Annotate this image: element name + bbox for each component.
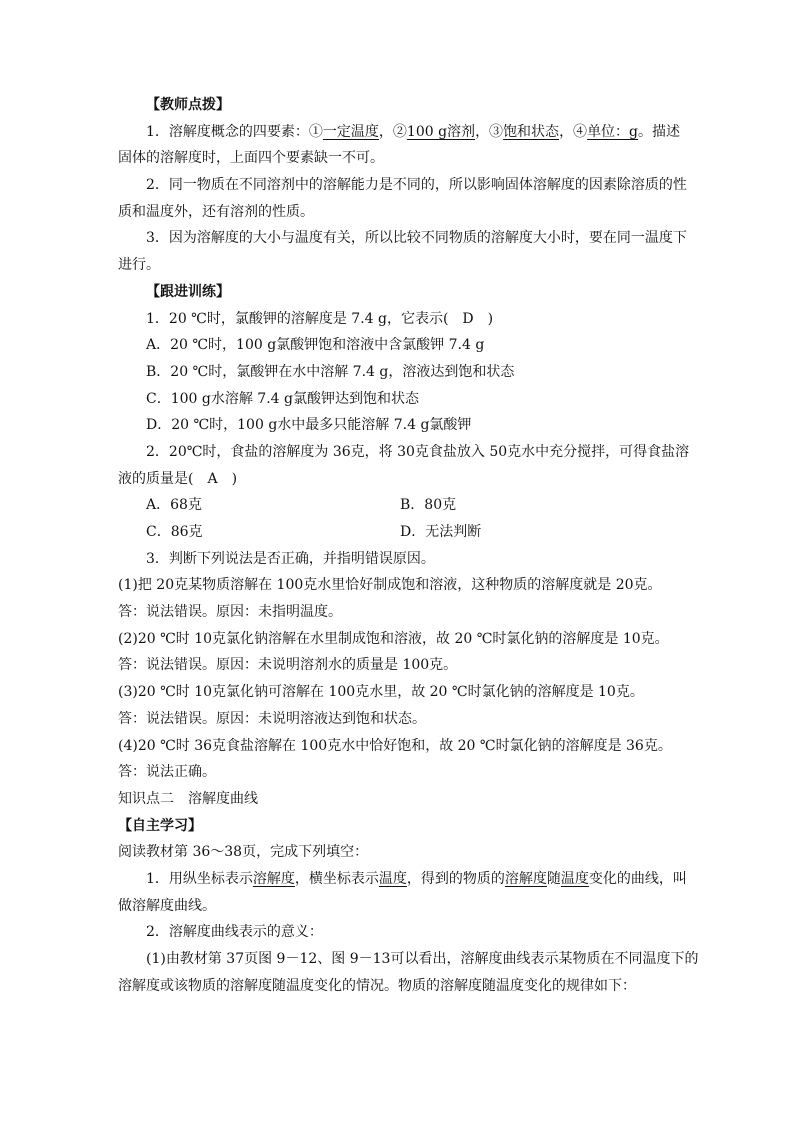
kp2-point-1-line-1 bbox=[118, 866, 687, 893]
practice-heading: 【跟进训练】 bbox=[146, 283, 230, 300]
tip-3-line-1: 3．因为溶解度的大小与温度有关，所以比较不同物质的溶解度大小时，要在同一温度下 bbox=[146, 230, 687, 247]
reading-instruction: 阅读教材第 36～38页，完成下列填空： bbox=[118, 844, 369, 861]
blank-answer: 溶解度 bbox=[504, 870, 547, 887]
q1-stem: 1．20 ℃时，氯酸钾的溶解度是 7.4 g，它表示( D ) bbox=[146, 310, 494, 327]
section-title: 知识点二 溶解度曲线 bbox=[118, 790, 258, 807]
q3-stem: 3．判断下列说法是否正确，并指明错误原因。 bbox=[146, 550, 435, 567]
text: 1．溶解度概念的四要素：① bbox=[146, 123, 323, 140]
blank-answer: 一定温度 bbox=[322, 123, 379, 140]
q1-option-a: A．20 ℃时，100 g氯酸钾饱和溶液中含氯酸钾 7.4 g bbox=[146, 337, 485, 354]
text: ，② bbox=[378, 123, 407, 140]
text: 随 bbox=[546, 870, 561, 887]
teacher-tips-heading: 【教师点拨】 bbox=[146, 97, 230, 113]
q2-stem-line-2: 液的质量是( A ) bbox=[118, 470, 238, 487]
q2-options-row-2 bbox=[118, 519, 678, 546]
blank-answer: 饱和状态 bbox=[503, 123, 560, 140]
text: ，③ bbox=[475, 123, 504, 140]
kp2-point-3-line-2: 溶解度或该物质的溶解度随温度变化的情况。物质的溶解度随温度变化的规律如下： bbox=[118, 977, 636, 994]
text: ，得到的物质的 bbox=[406, 870, 505, 887]
q3-statement-2: (2)20 ℃时 10克氯化钠溶解在水里制成饱和溶液，故 20 ℃时氯化钠的溶解度是 10克。 bbox=[118, 630, 669, 647]
q1-option-c: C．100 g水溶解 7.4 g氯酸钾达到饱和状态 bbox=[146, 390, 419, 407]
kp2-point-2: 2．溶解度曲线表示的意义： bbox=[146, 924, 323, 941]
kp2-point-1-line-2: 做溶解度曲线。 bbox=[118, 897, 216, 914]
blank-answer: 温度 bbox=[560, 870, 589, 887]
q2-option-c: C．86克 bbox=[146, 524, 203, 540]
text: 1．用纵坐标表示 bbox=[146, 870, 253, 887]
q2-option-d: D．无法判断 bbox=[400, 524, 482, 540]
q3-answer-4: 答：说法正确。 bbox=[118, 764, 216, 781]
q2-options-row-1 bbox=[118, 492, 678, 519]
page-content bbox=[118, 92, 699, 999]
q1-option-d: D．20 ℃时，100 g水中最多只能溶解 7.4 g氯酸钾 bbox=[146, 417, 472, 434]
q3-answer-3: 答：说法错误。原因：未说明溶液达到饱和状态。 bbox=[118, 710, 426, 727]
text: 变化的曲线，叫 bbox=[588, 870, 687, 887]
tip-2-line-1: 2．同一物质在不同溶剂中的溶解能力是不同的，所以影响固体溶解度的因素除溶质的性 bbox=[146, 177, 687, 194]
text: 。描述 bbox=[638, 123, 681, 140]
text: ，横坐标表示 bbox=[294, 870, 379, 887]
q3-statement-1: (1)把 20克某物质溶解在 100克水里恰好制成饱和溶液，这种物质的溶解度就是 20克。 bbox=[118, 577, 662, 594]
kp2-point-3-line-1: (1)由教材第 37页图 9－12、图 9－13可以看出，溶解度曲线表示某物质在不同温度下的 bbox=[146, 951, 699, 967]
self-study-heading: 【自主学习】 bbox=[118, 817, 202, 834]
q1-option-b: B．20 ℃时，氯酸钾在水中溶解 7.4 g，溶液达到饱和状态 bbox=[146, 363, 515, 380]
q3-answer-1: 答：说法错误。原因：未指明温度。 bbox=[118, 604, 342, 621]
tip-1-line-1 bbox=[118, 119, 681, 146]
tip-1-line-2: 固体的溶解度时，上面四个要素缺一不可。 bbox=[118, 150, 384, 167]
blank-answer: 100 g溶剂 bbox=[406, 123, 476, 140]
q2-stem-line-1: 2．20℃时，食盐的溶解度为 36克，将 30克食盐放入 50克水中充分搅拌，可得食盐溶 bbox=[146, 443, 690, 460]
blank-answer: 温度 bbox=[378, 870, 407, 887]
blank-answer: 单位：g bbox=[587, 123, 639, 140]
blank-answer: 溶解度 bbox=[252, 870, 295, 887]
q2-option-b: B．80克 bbox=[400, 497, 457, 514]
q3-statement-4: (4)20 ℃时 36克食盐溶解在 100克水中恰好饱和，故 20 ℃时氯化钠的溶解度是 36克。 bbox=[118, 737, 672, 754]
text: ，④ bbox=[559, 123, 588, 140]
q3-answer-2: 答：说法错误。原因：未说明溶剂水的质量是 100克。 bbox=[118, 657, 458, 674]
q3-statement-3: (3)20 ℃时 10克氯化钠可溶解在 100克水里，故 20 ℃时氯化钠的溶解度是 10克。 bbox=[118, 684, 644, 701]
tip-3-line-2: 进行。 bbox=[118, 257, 160, 274]
q2-option-a: A．68克 bbox=[146, 497, 202, 514]
tip-2-line-2: 质和温度外，还有溶剂的性质。 bbox=[118, 203, 314, 220]
